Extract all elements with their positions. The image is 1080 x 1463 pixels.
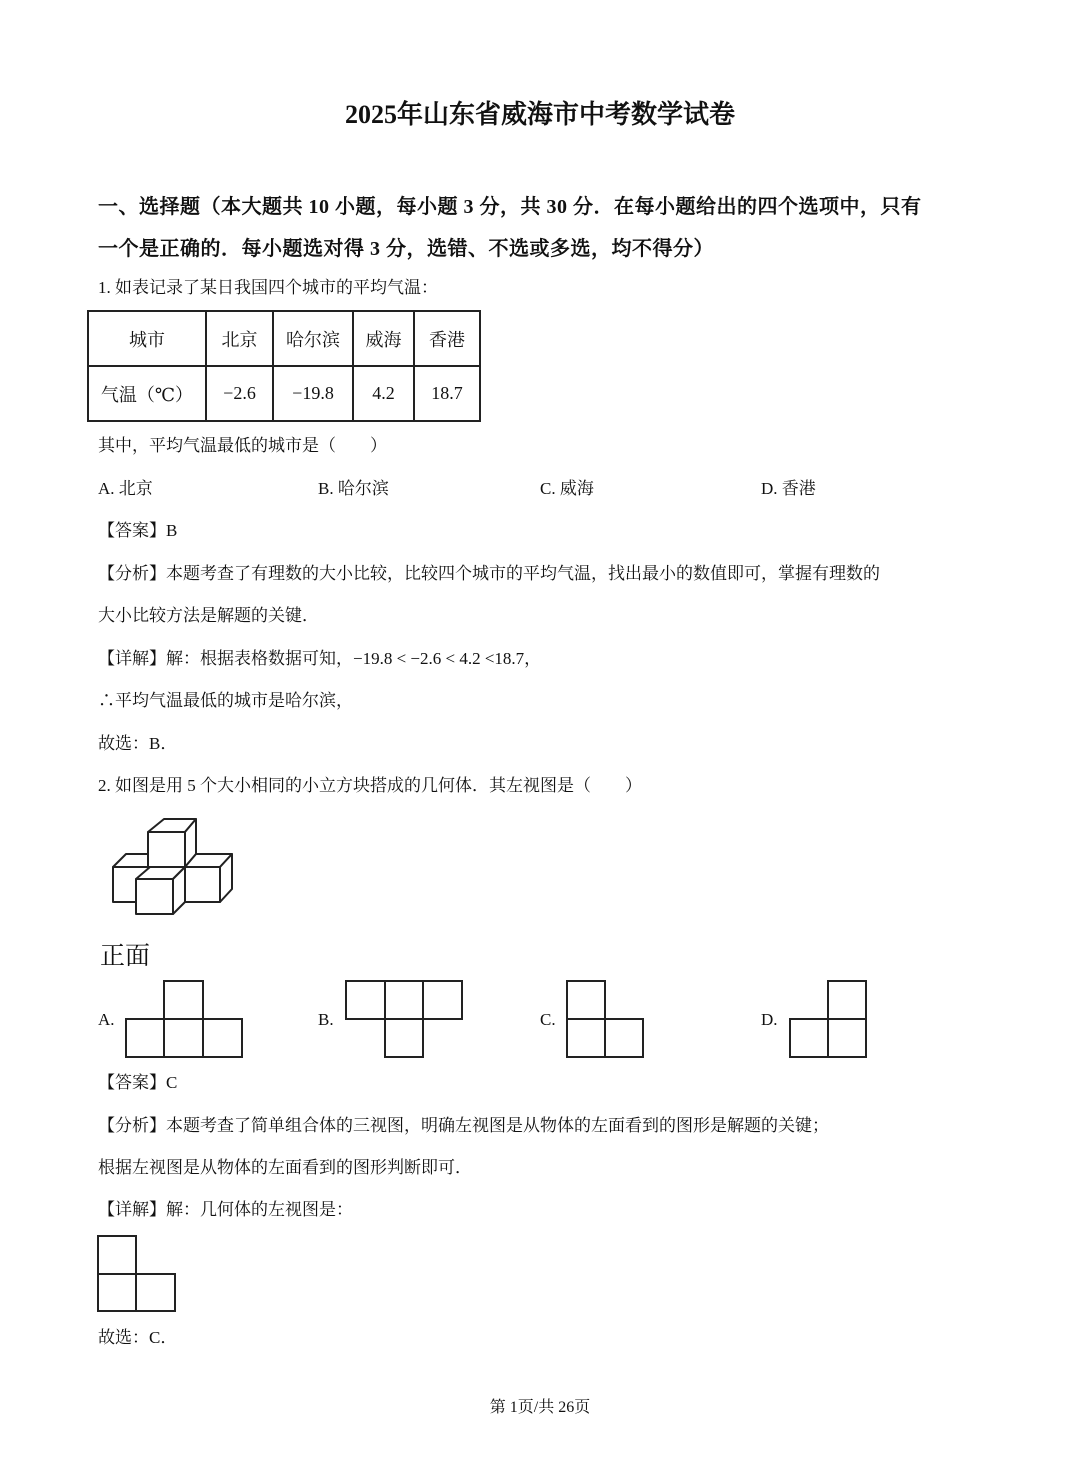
q1-conclusion: ∴平均气温最低的城市是哈尔滨， [98,691,353,710]
q1-option-d: D. 香港 [761,479,816,498]
q1-question: 其中，平均气温最低的城市是（ ） [98,436,387,455]
detail-tag: 【详解】 [98,649,166,668]
table-cell: 北京 [206,311,273,366]
option-c-figure [567,981,643,1057]
q1-option-c: C. 威海 [540,479,594,498]
cube-stack-figure [113,819,232,914]
section-heading-line2: 一个是正确的．每小题选对得 3 分，选错、不选或多选，均不得分） [98,238,714,260]
detail-text: 解：根据表格数据可知，−19.8 < −2.6 < 4.2 <18.7， [166,649,542,668]
analysis-text: 本题考查了简单组合体的三视图，明确左视图是从物体的左面看到的图形是解题的关键； [166,1116,829,1135]
option-d-figure [790,981,866,1057]
option-b-label: B. [318,1010,334,1029]
q1-choose: 故选：B． [98,734,178,753]
table-cell: 哈尔滨 [273,311,353,366]
q2-answer [98,1071,177,1095]
table-cell: 气温（℃） [88,366,206,421]
detail-text: 解：几何体的左视图是： [166,1200,353,1219]
q2-choose: 故选：C． [98,1328,178,1347]
option-c-label: C. [540,1010,556,1029]
q1-option-b: B. 哈尔滨 [318,479,389,498]
table-cell: 18.7 [414,366,480,421]
page-footer: 第 1页/共 26页 [489,1399,591,1416]
analysis-text: 本题考查了有理数的大小比较，比较四个城市的平均气温，找出最小的数值即可，掌握有理数的 [166,564,880,583]
option-b-figure [346,981,462,1057]
q2-stem: 2. 如图是用 5 个大小相同的小立方块搭成的几何体．其左视图是（ ） [98,776,642,795]
option-d-label: D. [761,1010,778,1029]
table-cell: 城市 [88,311,206,366]
analysis-tag: 【分析】 [98,564,166,583]
q2-analysis [98,1114,829,1138]
detail-tag: 【详解】 [98,1200,166,1219]
option-a-figure [126,981,242,1057]
analysis-tag: 【分析】 [98,1116,166,1135]
q1-analysis-cont: 大小比较方法是解题的关键． [98,606,319,625]
table-cell: −2.6 [206,366,273,421]
answer-value: B [166,521,178,540]
answer-value: C [166,1073,178,1092]
table-cell: 香港 [414,311,480,366]
option-a-label: A. [98,1010,115,1029]
table-cell: 4.2 [353,366,414,421]
q2-detail [98,1198,353,1222]
q1-option-a: A. 北京 [98,479,153,498]
section-heading-line1: 一、选择题（本大题共 10 小题，每小题 3 分，共 30 分．在每小题给出的四个选项中，只有 [98,196,922,218]
table-cell: −19.8 [273,366,353,421]
page-title: 2025年山东省威海市中考数学试卷 [344,100,735,129]
table-cell: 威海 [353,311,414,366]
left-view-figure [98,1236,175,1311]
front-label: 正面 [100,943,151,970]
answer-tag: 【答案】 [98,521,166,540]
q1-stem: 1. 如表记录了某日我国四个城市的平均气温： [98,278,438,297]
q2-analysis-cont: 根据左视图是从物体的左面看到的图形判断即可． [98,1158,472,1177]
answer-tag: 【答案】 [98,1073,166,1092]
